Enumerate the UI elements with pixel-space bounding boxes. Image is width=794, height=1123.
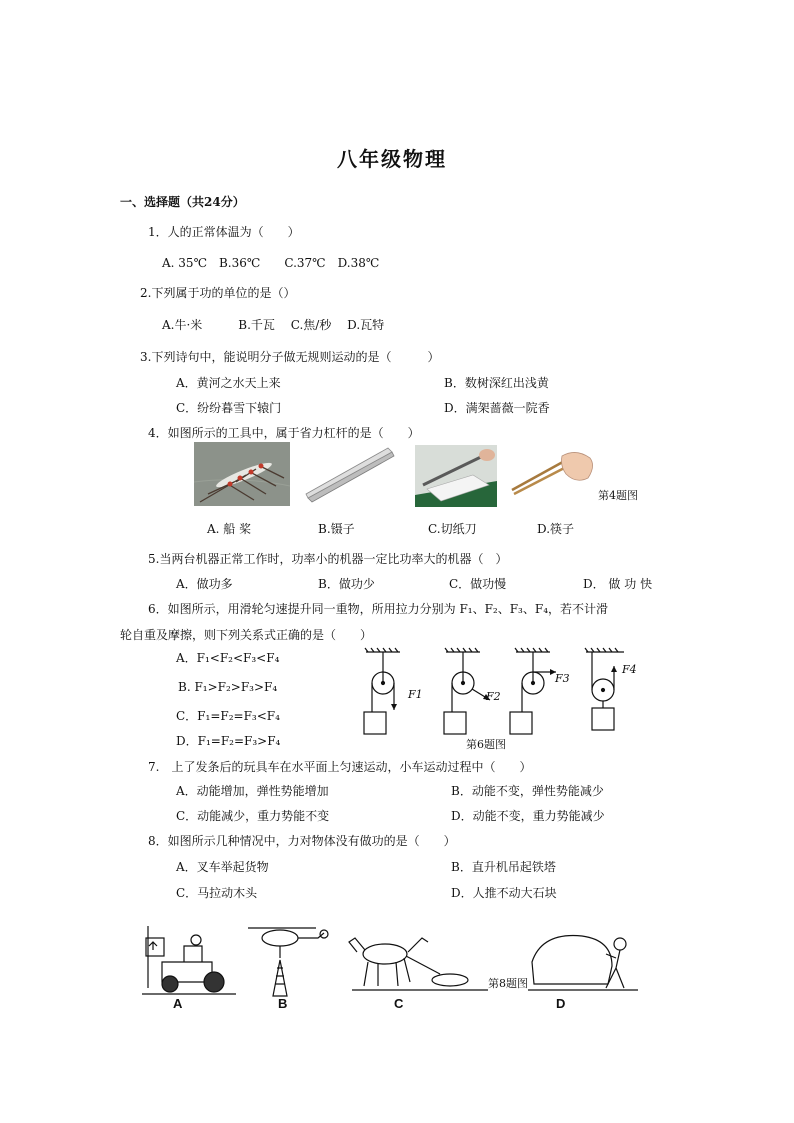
question-4-option-d: D.筷子: [537, 522, 575, 536]
question-7-option-b: B．动能不变，弹性势能减少: [451, 784, 604, 798]
paper-cutter-image: [415, 445, 497, 507]
force-label-2: F2: [486, 690, 501, 703]
rowing-boat-image: [194, 442, 290, 506]
question-3-option-b: B．数树深红出浅黄: [444, 376, 549, 390]
tweezers-image: [302, 444, 398, 504]
question-5-option-a: A．做功多: [176, 577, 233, 591]
question-4-option-c: C.切纸刀: [428, 522, 477, 536]
section-heading: 一、选择题（共24分）: [120, 195, 245, 209]
question-6-option-a: A．F₁<F₂<F₃<F₄: [176, 651, 280, 665]
figure-8-label-b: B: [278, 996, 288, 1011]
force-label-3: F3: [555, 672, 570, 685]
question-3-option-a: A．黄河之水天上来: [176, 376, 281, 390]
question-8-option-a: A．叉车举起货物: [176, 860, 269, 874]
question-3-stem: 3.下列诗句中，能说明分子做无规则运动的是（ ）: [140, 350, 440, 364]
question-8-option-d: D．人推不动大石块: [451, 886, 557, 900]
question-8-option-c: C．马拉动木头: [176, 886, 258, 900]
question-7-stem: 7. 上了发条后的玩具车在水平面上匀速运动，小车运动过程中（ ）: [148, 760, 532, 774]
question-5-option-c: C．做功慢: [449, 577, 507, 591]
force-label-4: F4: [622, 663, 637, 676]
question-2-stem: 2.下列属于功的单位的是（）: [140, 286, 296, 300]
figure-6-label: 第6题图: [466, 738, 506, 751]
question-5-option-d: D． 做 功 快: [583, 577, 653, 591]
question-6-option-d: D．F₁=F₂=F₃>F₄: [176, 734, 281, 748]
question-6-option-b: B. F₁>F₂>F₃>F₄: [178, 680, 278, 694]
question-2-options: A.牛·米 B.千瓦 C.焦/秒 D.瓦特: [162, 318, 385, 332]
question-6-stem-line1: 6．如图所示，用滑轮匀速提升同一重物，所用拉力分别为 F₁、F₂、F₃、F₄，若不计滑: [148, 602, 608, 616]
figure-4-label: 第4题图: [598, 489, 638, 502]
question-7-option-a: A．动能增加，弹性势能增加: [176, 784, 329, 798]
question-7-option-d: D．动能不变，重力势能减少: [451, 809, 605, 823]
question-7-option-c: C．动能减少，重力势能不变: [176, 809, 330, 823]
figure-8-label-a: A: [173, 996, 183, 1011]
question-8-option-b: B．直升机吊起铁塔: [451, 860, 556, 874]
figure-8-label-c: C: [394, 996, 404, 1011]
chopsticks-image: [510, 444, 596, 500]
question-5-stem: 5.当两台机器正常工作时，功率小的机器一定比功率大的机器（ ）: [148, 552, 508, 566]
question-4-stem: 4．如图所示的工具中，属于省力杠杆的是（ ）: [148, 426, 420, 440]
work-scenarios-diagram: [140, 918, 640, 1000]
question-6-option-c: C．F₁=F₂=F₃<F₄: [176, 709, 280, 723]
figure-8-label-d: D: [556, 996, 566, 1011]
force-label-1: F1: [408, 688, 423, 701]
question-4-option-b: B.镊子: [318, 522, 355, 536]
page-title: 八年级物理: [337, 147, 447, 171]
figure-8-label: 第8题图: [488, 977, 528, 990]
pulley-diagram: [358, 646, 650, 738]
question-1-stem: 1．人的正常体温为（ ）: [148, 225, 300, 239]
question-1-options: A. 35℃ B.36℃ C.37℃ D.38℃: [162, 256, 380, 270]
question-5-option-b: B．做功少: [318, 577, 375, 591]
question-3-option-d: D．满架蔷薇一院香: [444, 401, 550, 415]
question-3-option-c: C．纷纷暮雪下辕门: [176, 401, 282, 415]
question-8-stem: 8．如图所示几种情况中，力对物体没有做功的是（ ）: [148, 834, 456, 848]
question-4-option-a: A. 船 桨: [207, 522, 252, 536]
question-6-stem-line2: 轮自重及摩擦，则下列关系式正确的是（ ）: [120, 628, 373, 642]
